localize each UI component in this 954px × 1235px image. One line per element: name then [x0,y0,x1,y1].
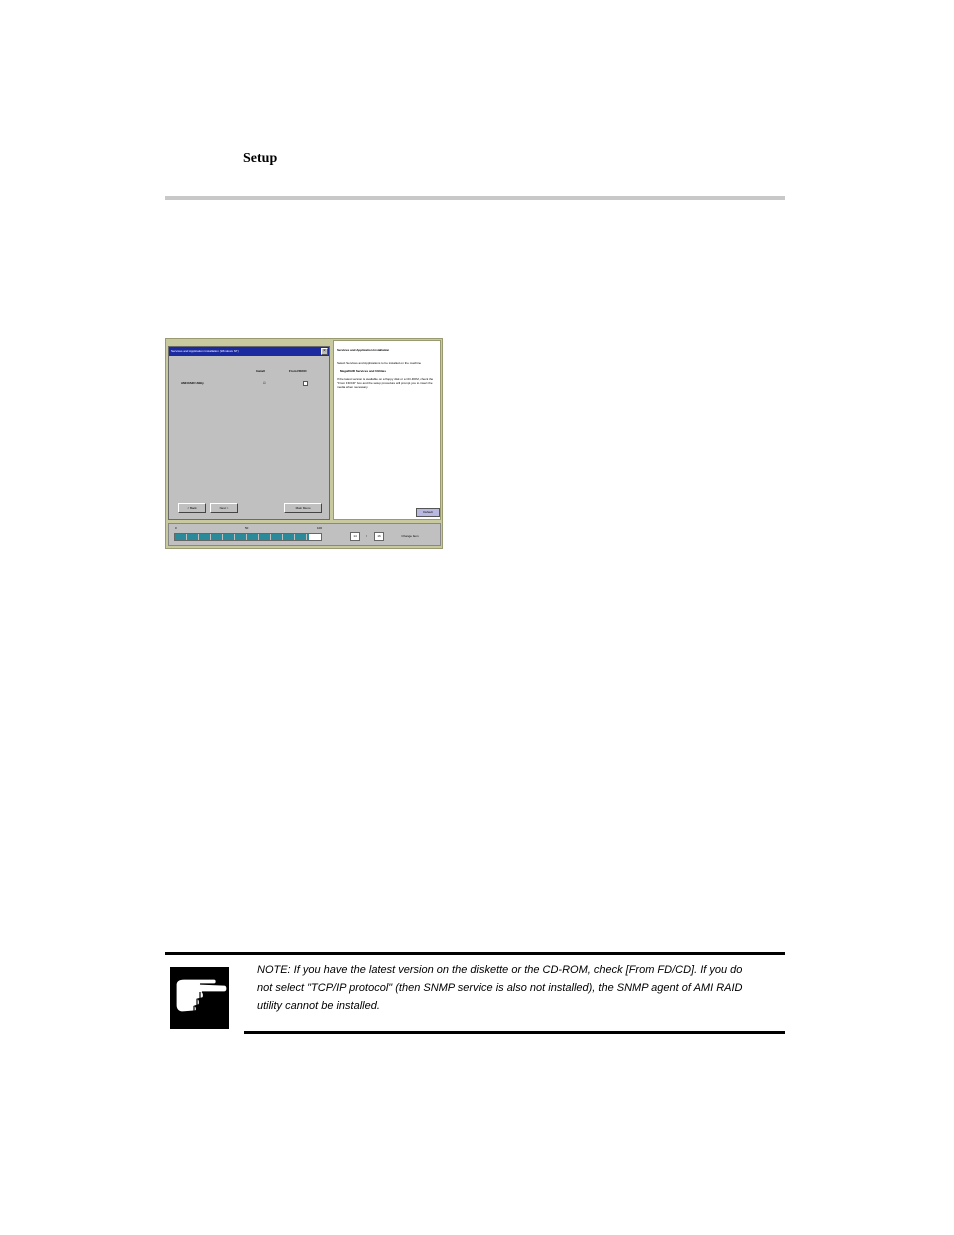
progress-tick-mid: 50 [245,526,249,530]
step-current: 14 [350,532,360,541]
back-button[interactable]: < Back [178,503,206,513]
help-line: Select Services and Applications to be installed on the machine [337,361,422,365]
note-text: NOTE: If you have the latest version on the diskette or the CD-ROM, check [From FD/CD]. If you do not select "TCP/IP protocol" (then SNMP service is also not installed), the SNMP agent of AMI RAID utility cannot be installed. [257,964,743,1012]
from-fd-cd-checkbox[interactable] [303,381,308,386]
help-item: MegaRAID Services and Utilities [340,369,387,373]
progress-tick-start: 0 [175,526,177,530]
status-bar [168,523,441,546]
setup-screenshot [165,338,443,549]
main-menu-button[interactable]: Main Menu [284,503,322,513]
help-title: Services and Application Installation [337,348,390,352]
header-rule [165,196,785,200]
running-head: Setup [243,151,278,166]
note-top-rule [165,952,785,955]
from-fd-cd-column-header: From FD/CD [289,369,307,373]
help-line: If the latest version is available on a floppy disk or a CD-ROM, check the "From FD/CD" box and the setup procedure will prompt you to insert the media when necessary. [337,377,434,389]
ami-raid-utility-label: AMI RAID Utility [181,381,204,385]
install-column-header: Install [256,369,265,373]
progress-tick-end: 100 [317,526,323,530]
note-bottom-rule [244,1031,785,1034]
next-button[interactable]: Next > [210,503,238,513]
change-item-button[interactable]: Change Item [401,534,419,538]
help-panel [333,340,441,520]
pointing-hand-icon [170,967,229,1029]
close-icon[interactable]: × [321,348,328,355]
step-separator: / [366,534,367,538]
install-checkbox[interactable]: ☑ [263,381,266,385]
step-total: 16 [374,532,384,541]
installation-dialog [168,346,330,520]
progress-bar [174,533,322,541]
dialog-title: Services and Application Installation (Windows NT) [169,347,329,356]
default-button[interactable]: Default [416,508,440,517]
progress-fill [175,534,309,540]
